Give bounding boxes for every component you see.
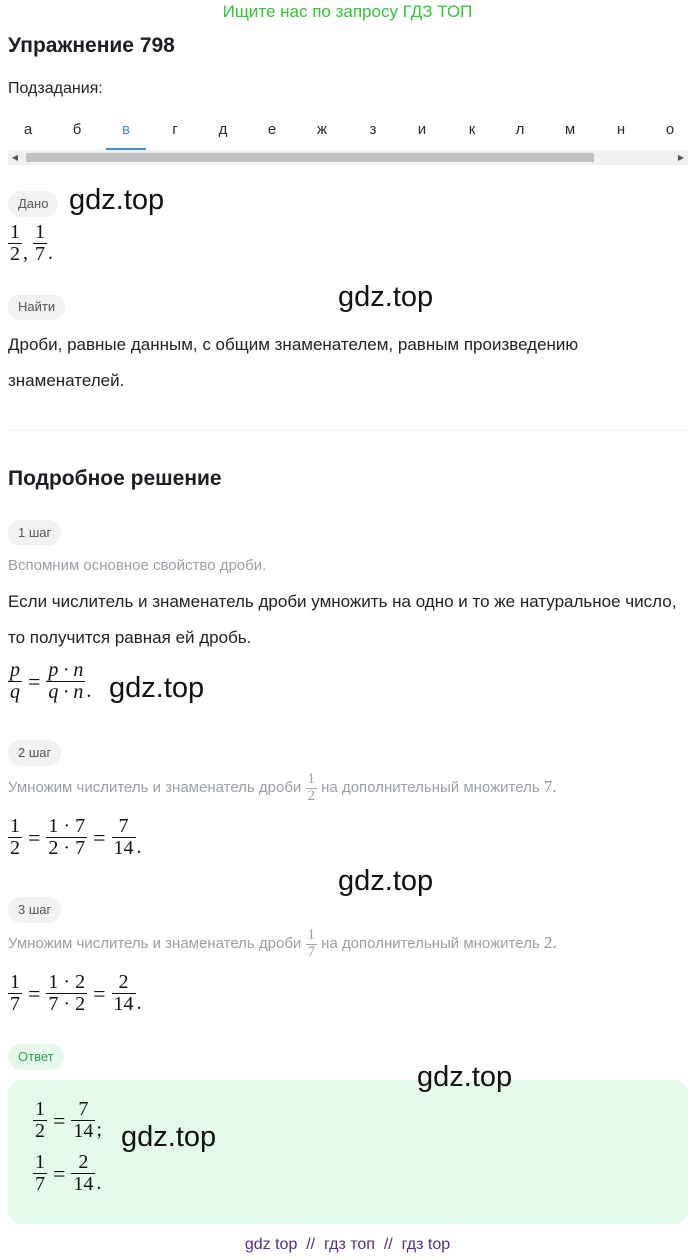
answer-line-1: $\frac{1}{2}$ = $\frac{7}{14}$ ; <box>35 1098 102 1142</box>
tab-d[interactable]: д <box>218 121 228 138</box>
tab-n[interactable]: н <box>616 121 626 138</box>
answer-pill: Ответ <box>8 1044 64 1070</box>
subtasks-label: Подзадания: <box>8 80 103 97</box>
given-frac-1: $\frac{1}{2}$ <box>10 221 20 265</box>
given-pill: Дано <box>8 191 58 217</box>
find-text: Дроби, равные данным, с общим знаменателем, равным произведению знаменателей. <box>8 335 579 390</box>
tab-zh[interactable]: ж <box>316 121 328 138</box>
tab-l[interactable]: л <box>515 121 525 138</box>
watermark: gdz.top <box>338 281 434 313</box>
scroll-thumb[interactable] <box>26 153 594 162</box>
subtask-tabs <box>0 116 695 150</box>
search-banner: Ищите нас по запросу ГДЗ ТОП <box>222 2 473 21</box>
step-3-hint: Умножим числитель и знаменатель дроби $\frac{1}{7}$ на дополнительный множитель 2. <box>8 927 557 960</box>
step-1-text: Если числитель и знаменатель дроби умножить на одно и то же натуральное число, то получится равная ей дробь. <box>8 592 677 647</box>
footer-link-gdz-top-ru[interactable]: гдз топ <box>324 1236 375 1253</box>
footer-link-gdz-top-mixed[interactable]: гдз top <box>401 1236 451 1253</box>
page-title: Упражнение 798 <box>8 34 175 57</box>
step-1-formula: $\frac{p}{q}$ = $\frac{p \cdot n}{q \cdot n}$ . <box>10 659 92 703</box>
answer-line-2: $\frac{1}{7}$ = $\frac{2}{14}$ . <box>35 1151 102 1195</box>
tab-v[interactable]: в <box>106 116 146 150</box>
tab-a[interactable]: а <box>23 121 33 138</box>
tab-e[interactable]: е <box>267 121 277 138</box>
divider <box>8 430 688 431</box>
footer-link-gdz-top[interactable]: gdz top <box>244 1236 298 1253</box>
step-1-pill: 1 шаг <box>8 520 61 546</box>
step-2-pill: 2 шаг <box>8 740 61 766</box>
tab-z[interactable]: з <box>369 121 377 138</box>
tabs-scrollbar[interactable] <box>8 150 688 165</box>
given-fractions: $\frac{1}{2}$ , $\frac{1}{7}$ . <box>10 221 53 265</box>
watermark: gdz.top <box>109 672 205 704</box>
step-1-hint: Вспомним основное свойство дроби. <box>8 557 267 574</box>
step-2-hint: Умножим числитель и знаменатель дроби $\frac{1}{2}$ на дополнительный множитель 7. <box>8 771 557 804</box>
tab-b[interactable]: б <box>72 121 82 138</box>
scroll-right-icon[interactable]: ▶ <box>677 153 685 162</box>
footer-links: gdz top // гдз топ // гдз top <box>244 1236 451 1253</box>
hint-frac: $\frac{1}{7}$ <box>307 927 315 960</box>
step-3-pill: 3 шаг <box>8 897 61 923</box>
answer-box <box>8 1080 688 1224</box>
watermark: gdz.top <box>417 1061 513 1093</box>
tab-m[interactable]: м <box>564 121 576 138</box>
watermark: gdz.top <box>121 1121 217 1153</box>
tab-g[interactable]: г <box>172 121 178 138</box>
step-2-formula: $\frac{1}{2}$ = $\frac{1 \cdot 7}{2 \cdot 7}$ = $\frac{7}{14}$ . <box>10 815 142 859</box>
watermark: gdz.top <box>338 865 434 897</box>
scroll-left-icon[interactable]: ◀ <box>11 153 19 162</box>
formula-frac: $\frac{p \cdot n}{q \cdot n}$ <box>48 659 84 703</box>
given-frac-2: $\frac{1}{7}$ <box>35 221 45 265</box>
step-3-formula: $\frac{1}{7}$ = $\frac{1 \cdot 2}{7 \cdot 2}$ = $\frac{2}{14}$ . <box>10 971 142 1015</box>
find-pill: Найти <box>8 294 65 320</box>
solution-title: Подробное решение <box>8 467 222 490</box>
hint-frac: $\frac{1}{2}$ <box>307 771 315 804</box>
tab-k[interactable]: к <box>468 121 476 138</box>
formula-frac: $\frac{p}{q}$ <box>10 659 20 703</box>
watermark: gdz.top <box>69 184 165 216</box>
tab-i[interactable]: и <box>417 121 427 138</box>
tab-o[interactable]: о <box>665 121 675 138</box>
